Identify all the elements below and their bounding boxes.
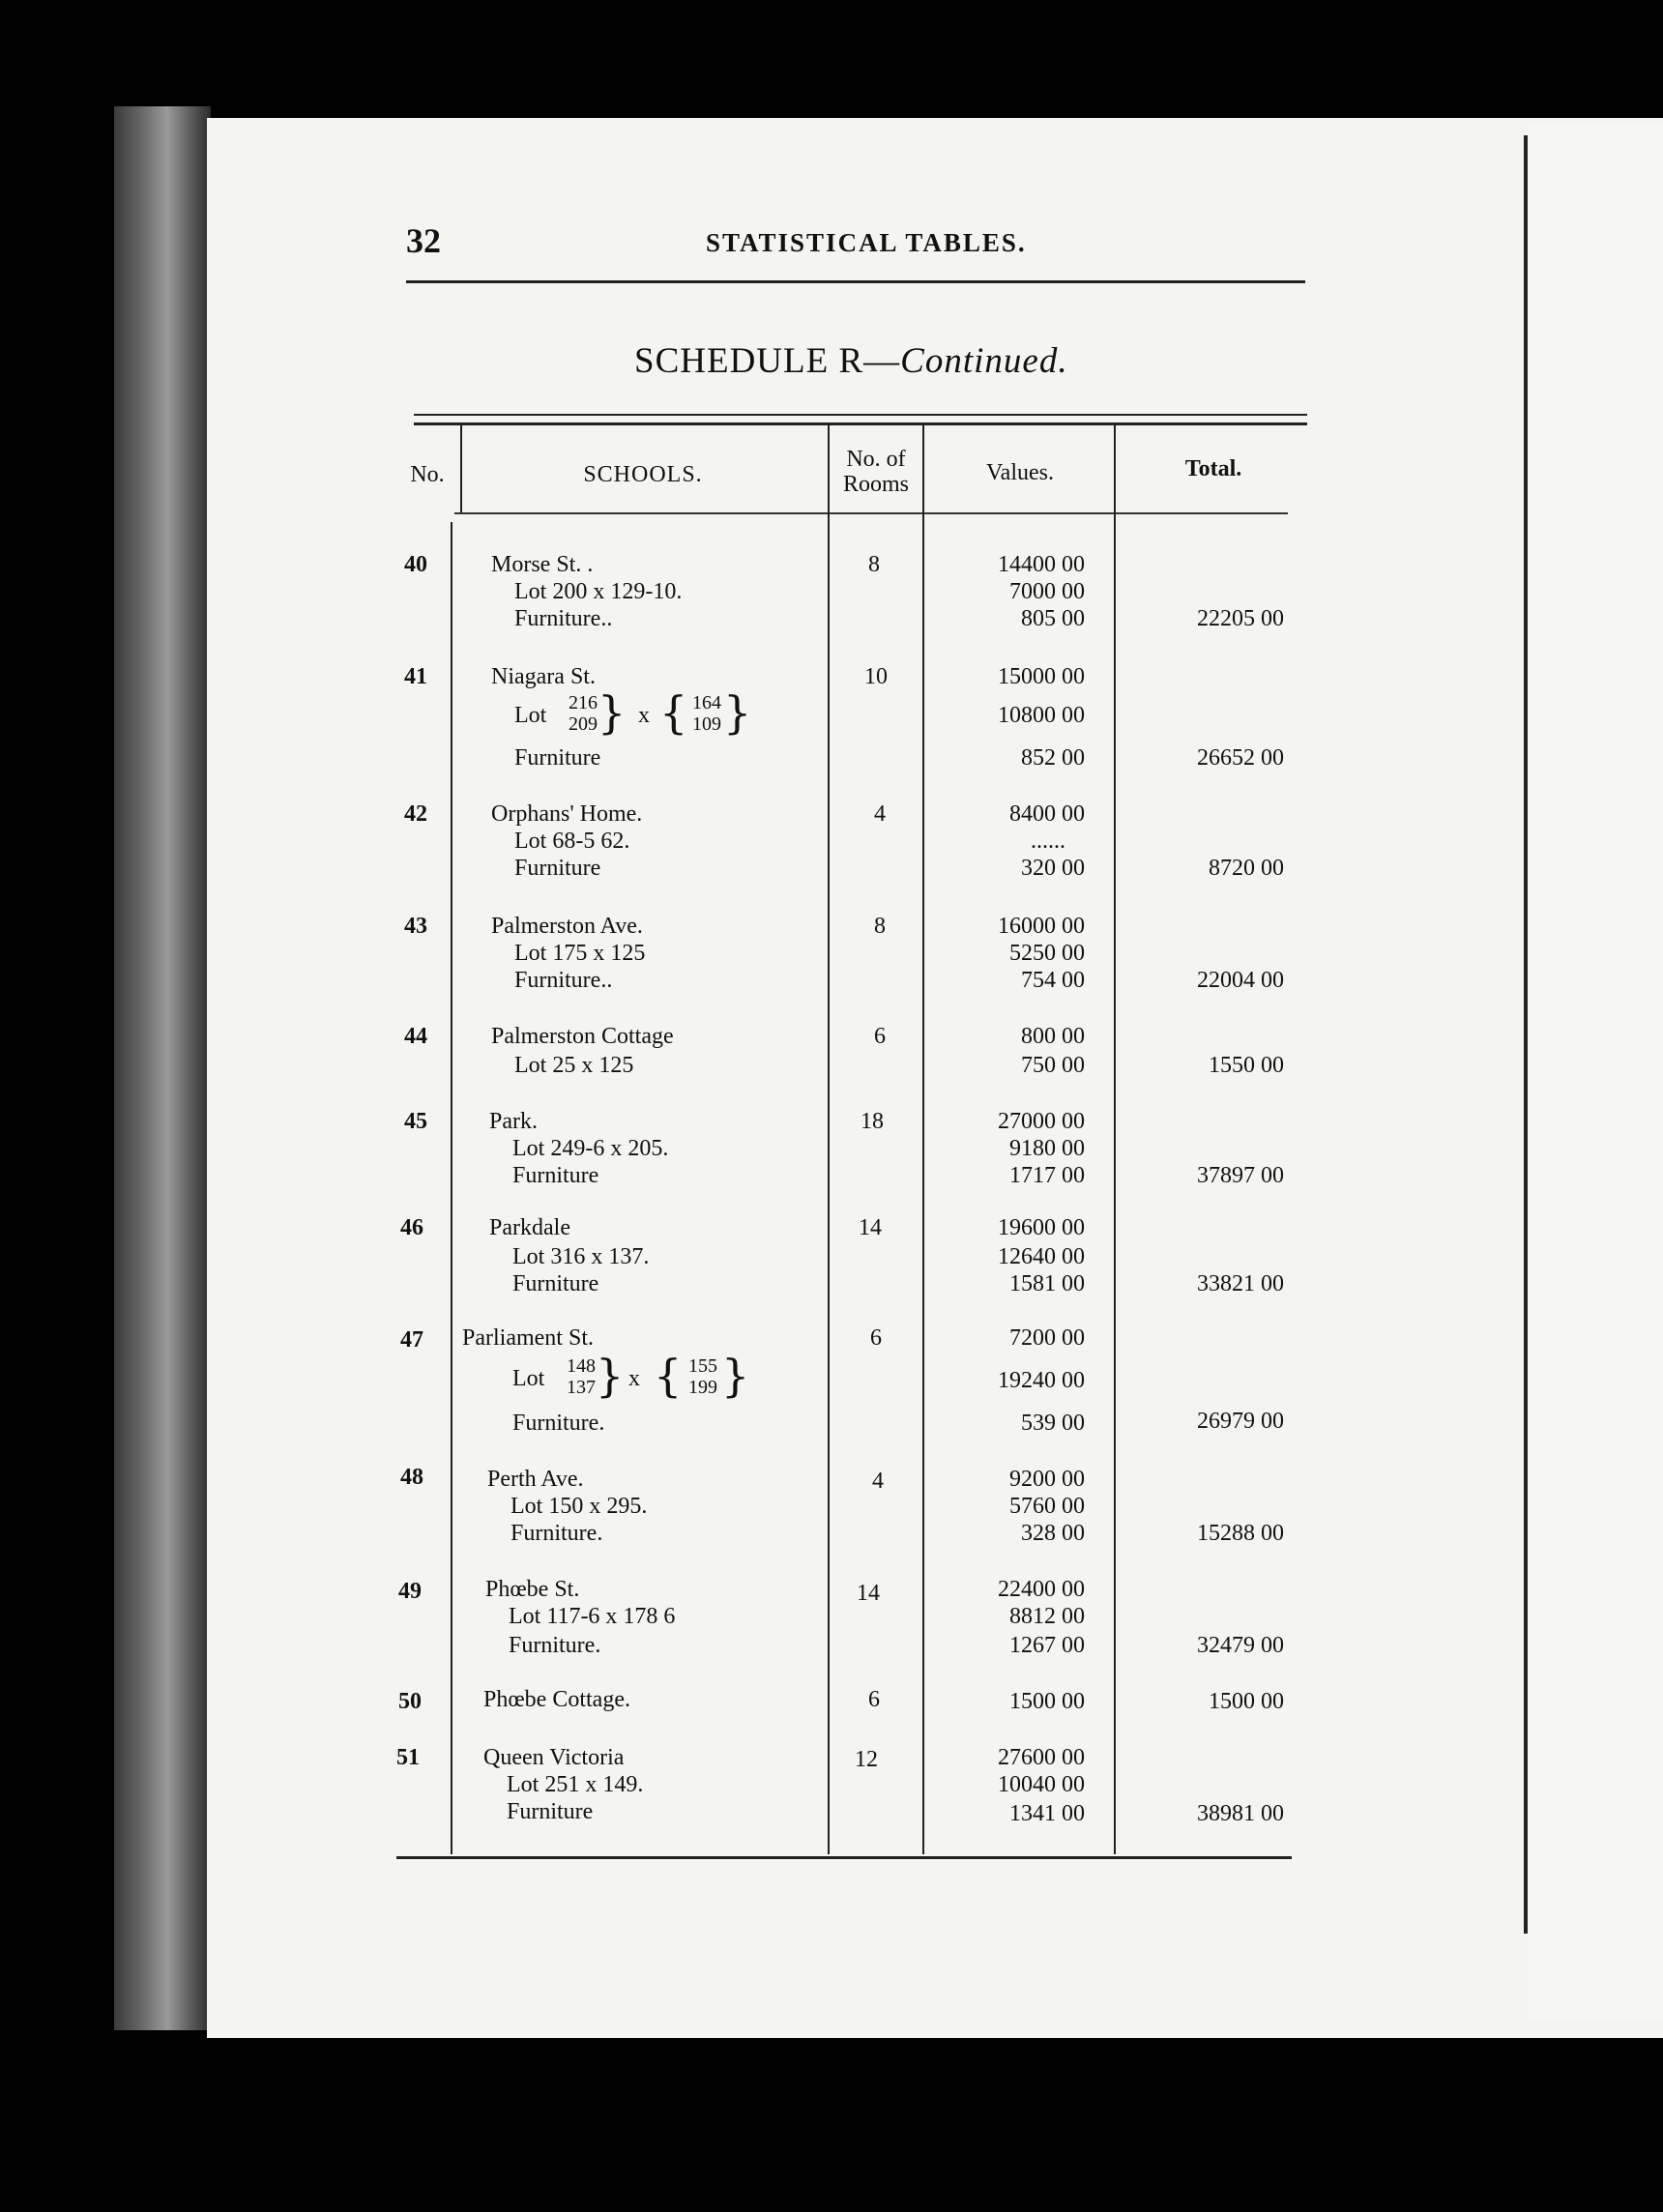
facing-page-edge — [1528, 126, 1663, 2021]
rooms-count: 8 — [868, 552, 880, 577]
column-divider-schools — [828, 425, 830, 1854]
header-total: Total. — [1184, 456, 1242, 481]
value-cell: 9180 00 — [1009, 1136, 1085, 1161]
brace-glyph: } — [723, 686, 752, 739]
column-divider-rooms — [922, 425, 924, 1854]
row-number: 49 — [398, 1579, 422, 1604]
header-schools: SCHOOLS. — [583, 462, 703, 487]
school-name: Orphans' Home. — [491, 801, 643, 827]
header-values: Values. — [986, 460, 1054, 485]
value-cell: 19600 00 — [998, 1215, 1085, 1240]
furniture-line: Furniture — [512, 1163, 599, 1188]
value-cell: 27600 00 — [998, 1745, 1085, 1770]
value-cell: 14400 00 — [998, 552, 1085, 577]
lot-line: Lot 150 x 295. — [511, 1494, 648, 1519]
schedule-title — [634, 340, 1068, 382]
value-cell: 1341 00 — [1009, 1801, 1085, 1826]
value-cell: 7000 00 — [1009, 579, 1085, 604]
table-header-rule — [454, 512, 1288, 514]
row-number: 46 — [400, 1215, 423, 1240]
brace-glyph: } — [721, 1350, 750, 1402]
rooms-count: 14 — [859, 1215, 882, 1240]
lot-line: Lot — [512, 1366, 545, 1391]
row-number: 44 — [404, 1024, 427, 1049]
brace-glyph: { — [654, 1350, 683, 1402]
value-cell: 852 00 — [1021, 745, 1085, 771]
value-cell: 1500 00 — [1009, 1689, 1085, 1714]
school-name: Niagara St. — [491, 664, 596, 689]
table-top-rule-double — [414, 422, 1307, 425]
value-cell: 1717 00 — [1009, 1163, 1085, 1188]
value-cell: 5760 00 — [1009, 1494, 1085, 1519]
value-cell: 9200 00 — [1009, 1467, 1085, 1492]
schedule-title-continued: Continued. — [900, 341, 1068, 381]
value-cell: 539 00 — [1021, 1411, 1085, 1436]
value-cell: 750 00 — [1021, 1053, 1085, 1078]
lot-b-top: 164 — [692, 692, 721, 713]
header-rooms-line1: No. of — [846, 447, 906, 472]
furniture-line: Furniture.. — [514, 606, 613, 631]
lot-b-bottom: 109 — [692, 713, 721, 735]
value-cell: 12640 00 — [998, 1244, 1085, 1269]
row-number: 47 — [400, 1327, 423, 1353]
furniture-line: Furniture. — [509, 1633, 601, 1658]
value-cell: 5250 00 — [1009, 941, 1085, 966]
lot-b-bottom: 199 — [688, 1377, 717, 1398]
value-cell: 7200 00 — [1009, 1325, 1085, 1351]
value-cell: ...... — [1031, 829, 1065, 854]
table-bottom-rule — [396, 1856, 1292, 1859]
value-cell: 22400 00 — [998, 1577, 1085, 1602]
lot-line: Lot 249-6 x 205. — [512, 1136, 669, 1161]
value-cell: 19240 00 — [998, 1368, 1085, 1393]
header-rooms-line2: Rooms — [842, 472, 909, 497]
page-number: 32 — [406, 221, 441, 260]
value-cell: 8812 00 — [1009, 1604, 1085, 1629]
value-cell: 10040 00 — [998, 1772, 1085, 1797]
total-cell: 22205 00 — [1197, 606, 1284, 631]
value-cell: 1267 00 — [1009, 1633, 1085, 1658]
row-number: 48 — [400, 1465, 423, 1490]
value-cell: 8400 00 — [1009, 801, 1085, 827]
column-divider-no — [451, 522, 452, 1854]
school-name: Phœbe Cottage. — [483, 1687, 630, 1712]
value-cell: 16000 00 — [998, 914, 1085, 939]
school-name: Perth Ave. — [487, 1467, 584, 1492]
lot-dimension-b — [677, 692, 721, 735]
furniture-line: Furniture. — [512, 1411, 605, 1436]
total-cell: 15288 00 — [1197, 1521, 1284, 1546]
furniture-line: Furniture. — [511, 1521, 603, 1546]
furniture-line: Furniture — [514, 745, 601, 771]
total-cell: 33821 00 — [1197, 1271, 1284, 1296]
rooms-count: 4 — [872, 1469, 884, 1494]
lot-a-bottom: 209 — [569, 713, 598, 735]
value-cell: 320 00 — [1021, 856, 1085, 881]
lot-line: Lot 316 x 137. — [512, 1244, 650, 1269]
total-cell: 26979 00 — [1197, 1409, 1284, 1434]
row-number: 43 — [404, 914, 427, 939]
lot-line: Lot 68-5 62. — [514, 829, 630, 854]
header-no: No. — [410, 462, 445, 487]
lot-line: Lot 25 x 125 — [514, 1053, 634, 1078]
rooms-count: 12 — [855, 1747, 878, 1772]
total-cell: 22004 00 — [1197, 968, 1284, 993]
furniture-line: Furniture — [512, 1271, 599, 1296]
school-name: Park. — [489, 1109, 538, 1134]
column-divider-no-header — [460, 425, 462, 512]
lot-dimension-a — [549, 692, 598, 735]
book-edge — [114, 106, 211, 2030]
rooms-count: 6 — [874, 1024, 886, 1049]
value-cell: 805 00 — [1021, 606, 1085, 631]
total-cell: 8720 00 — [1209, 856, 1284, 881]
rooms-count: 10 — [864, 664, 888, 689]
brace-glyph: } — [598, 686, 627, 739]
row-number: 41 — [404, 664, 427, 689]
lot-dimension-b — [673, 1355, 717, 1398]
times-glyph: x — [628, 1366, 640, 1391]
lot-dimension-a — [547, 1355, 596, 1398]
row-number: 40 — [404, 552, 427, 577]
total-cell: 1550 00 — [1209, 1053, 1284, 1078]
value-cell: 15000 00 — [998, 664, 1085, 689]
rooms-count: 6 — [870, 1325, 882, 1351]
times-glyph: x — [638, 703, 650, 728]
value-cell: 800 00 — [1021, 1024, 1085, 1049]
school-name: Palmerston Ave. — [491, 914, 643, 939]
row-number: 50 — [398, 1689, 422, 1714]
lot-line: Lot 251 x 149. — [507, 1772, 644, 1797]
row-number: 51 — [396, 1745, 420, 1770]
value-cell: 1581 00 — [1009, 1271, 1085, 1296]
lot-a-bottom: 137 — [567, 1377, 596, 1398]
lot-line: Lot 175 x 125 — [514, 941, 646, 966]
running-head: STATISTICAL TABLES. — [706, 228, 1027, 257]
table-top-rule — [414, 414, 1307, 416]
rooms-count: 14 — [857, 1581, 880, 1606]
header-rule — [406, 280, 1305, 283]
lot-a-top: 216 — [569, 692, 598, 713]
value-cell: 10800 00 — [998, 703, 1085, 728]
rooms-count: 18 — [861, 1109, 884, 1134]
lot-line: Lot — [514, 703, 547, 728]
total-cell: 26652 00 — [1197, 745, 1284, 771]
total-cell: 38981 00 — [1197, 1801, 1284, 1826]
column-divider-values — [1114, 425, 1116, 1854]
total-cell: 32479 00 — [1197, 1633, 1284, 1658]
lot-line: Lot 117-6 x 178 6 — [509, 1604, 676, 1629]
total-cell: 37897 00 — [1197, 1163, 1284, 1188]
furniture-line: Furniture — [514, 856, 601, 881]
school-name: Morse St. . — [491, 552, 594, 577]
school-name: Parkdale — [489, 1215, 570, 1240]
value-cell: 27000 00 — [998, 1109, 1085, 1134]
row-number: 42 — [404, 801, 427, 827]
value-cell: 328 00 — [1021, 1521, 1085, 1546]
furniture-line: Furniture — [507, 1799, 594, 1824]
brace-glyph: { — [659, 686, 688, 739]
page-gutter — [1524, 135, 1528, 1934]
school-name: Palmerston Cottage — [491, 1024, 674, 1049]
value-cell: 754 00 — [1021, 968, 1085, 993]
total-cell: 1500 00 — [1209, 1689, 1284, 1714]
lot-b-top: 155 — [688, 1355, 717, 1377]
rooms-count: 6 — [868, 1687, 880, 1712]
rooms-count: 4 — [874, 801, 886, 827]
school-name: Parliament St. — [462, 1325, 594, 1351]
school-name: Phœbe St. — [485, 1577, 580, 1602]
schedule-title-main: SCHEDULE R— — [634, 341, 901, 381]
furniture-line: Furniture.. — [514, 968, 613, 993]
school-name: Queen Victoria — [483, 1745, 625, 1770]
lot-a-top: 148 — [567, 1355, 596, 1377]
rooms-count: 8 — [874, 914, 886, 939]
brace-glyph: } — [596, 1350, 625, 1402]
lot-line: Lot 200 x 129-10. — [514, 579, 683, 604]
row-number: 45 — [404, 1109, 427, 1134]
